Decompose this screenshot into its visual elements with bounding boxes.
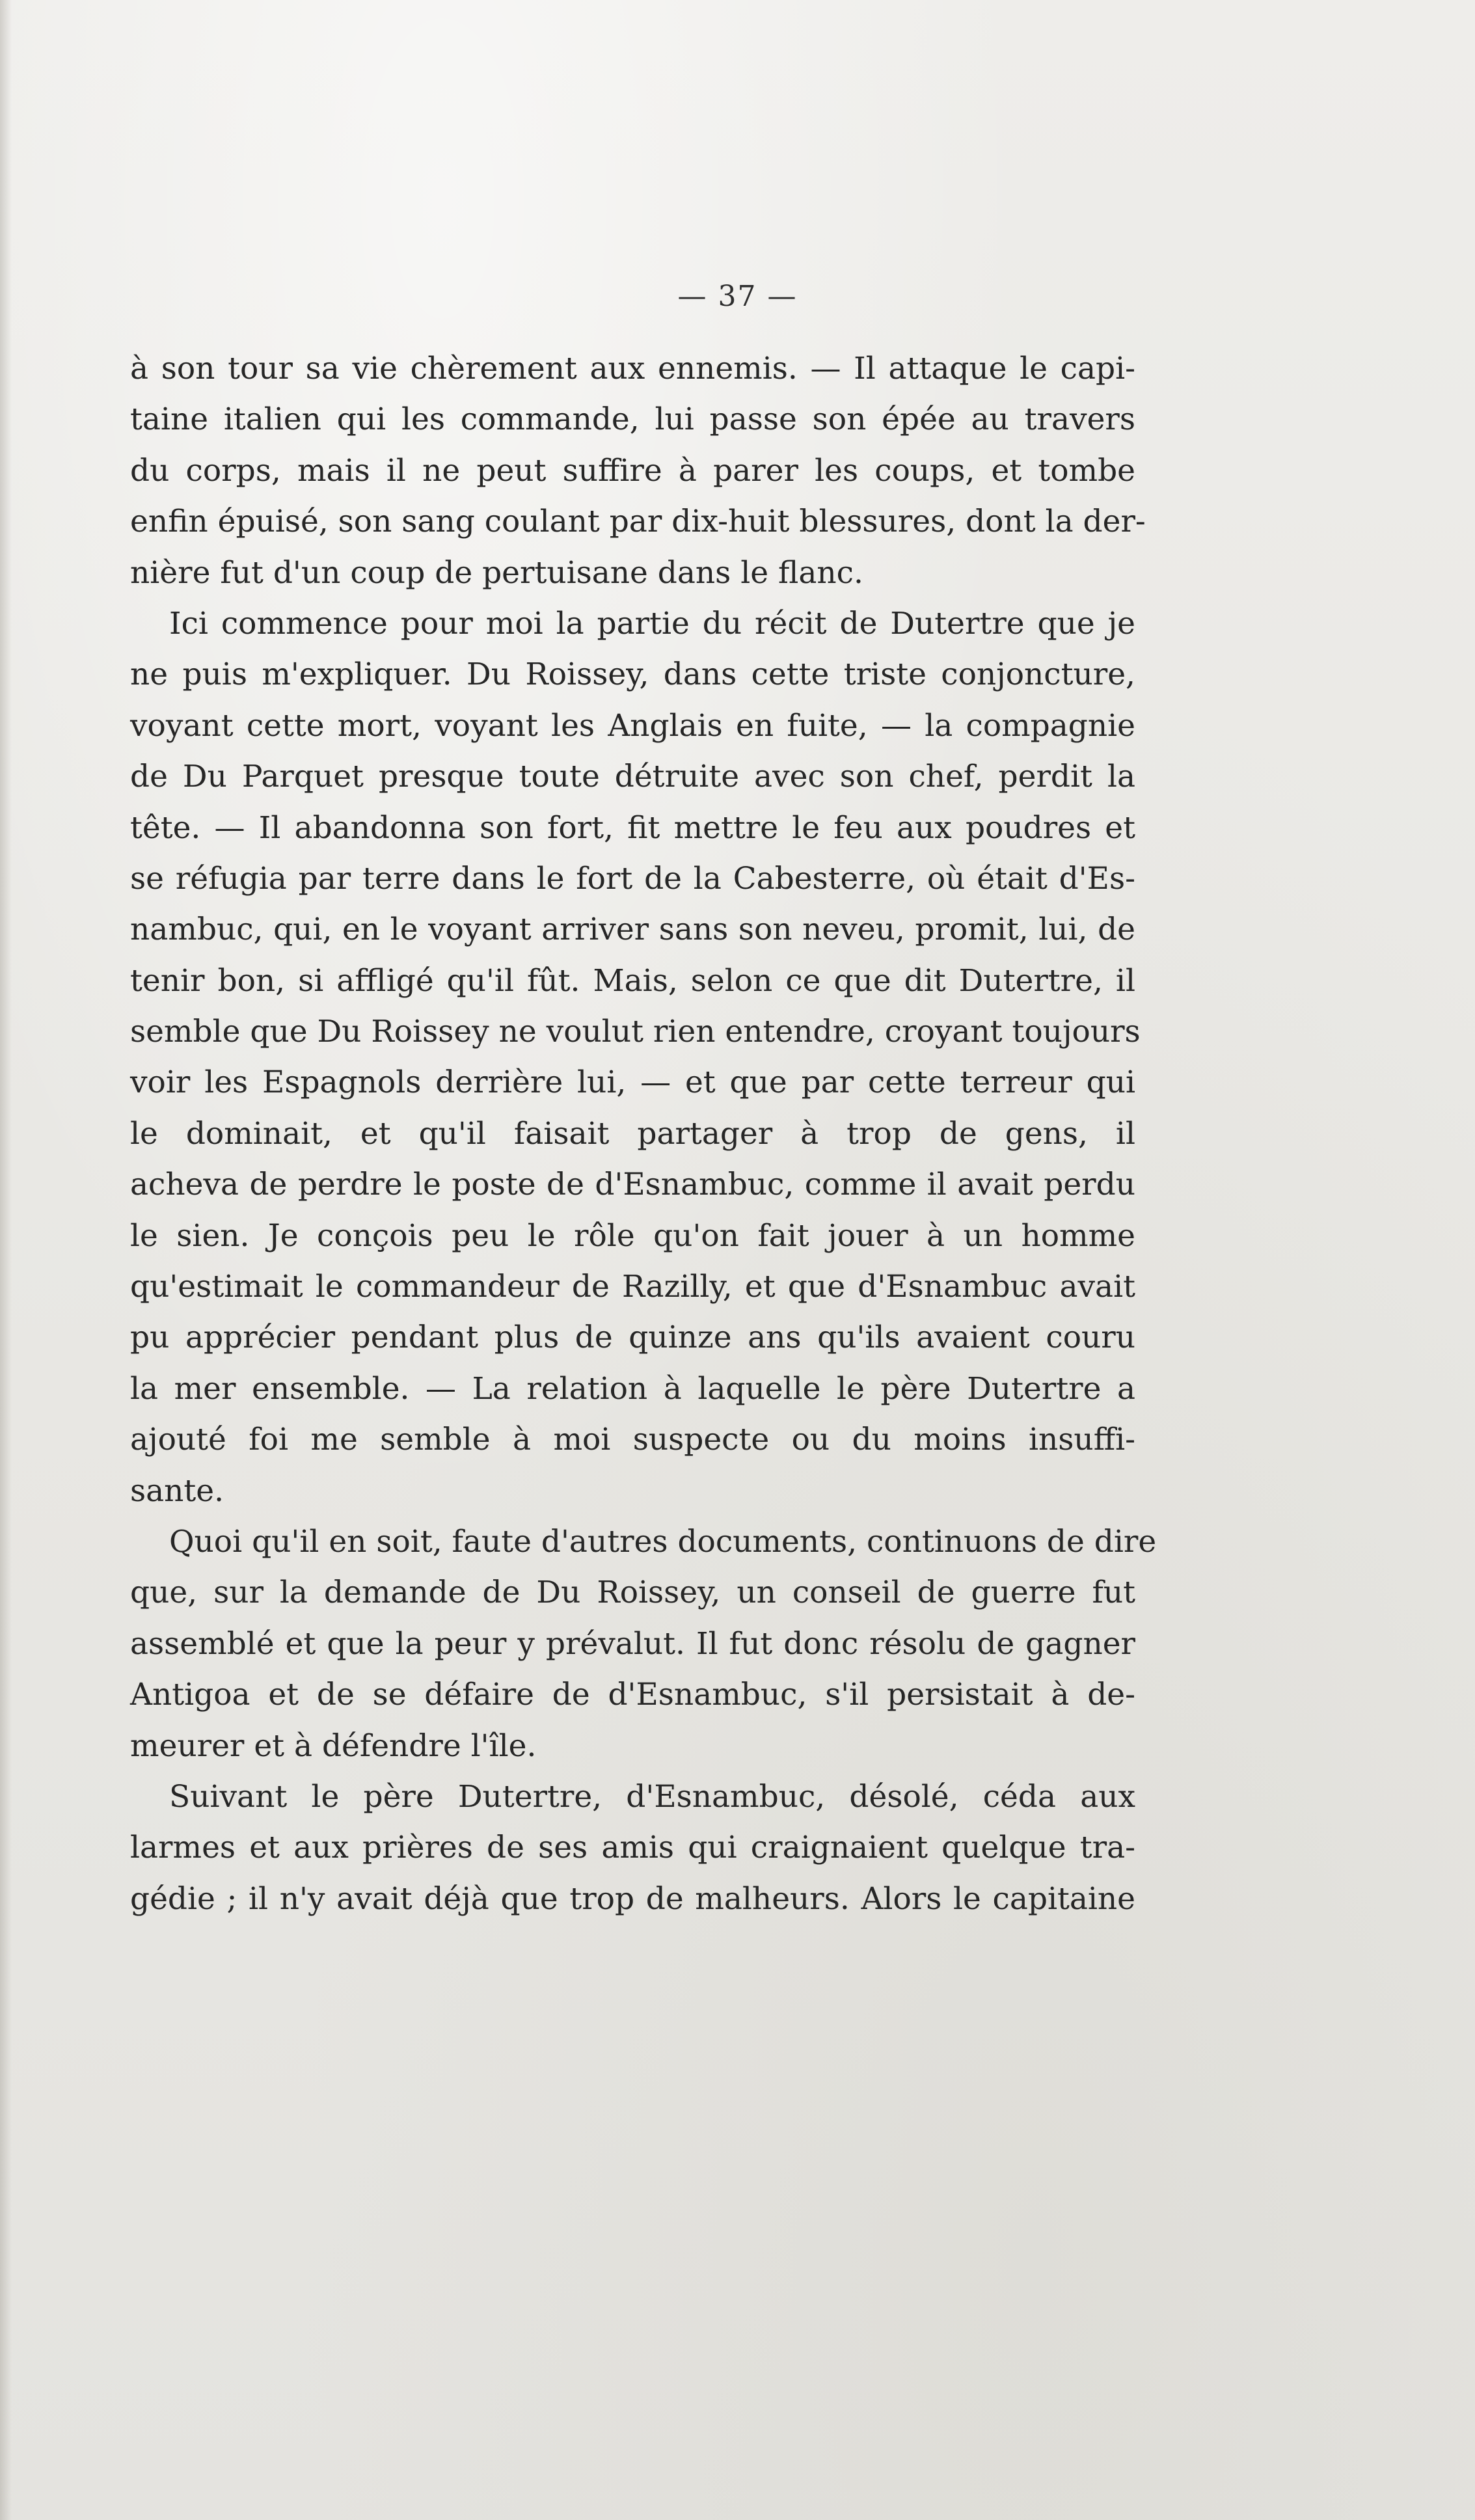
text-line: tenir bon, si affligé qu'il fût. Mais, selon ce que dit Dutertre, il <box>130 962 1135 999</box>
text-line: nambuc, qui, en le voyant arriver sans son neveu, promit, lui, de <box>130 912 1135 948</box>
text-line: enfin épuisé, son sang coulant par dix-huit blessures, dont la der- <box>130 504 1146 540</box>
text-line: nière fut d'un coup de pertuisane dans le flanc. <box>130 554 863 591</box>
page-number: — 37 — <box>677 280 798 313</box>
text-line: qu'estimait le commandeur de Razilly, et que d'Esnambuc avait <box>130 1269 1135 1305</box>
text-line: que, sur la demande de Du Roissey, un conseil de guerre fut <box>130 1575 1135 1611</box>
text-line: le dominait, et qu'il faisait partager à trop de gens, il <box>130 1115 1135 1152</box>
text-line: pu apprécier pendant plus de quinze ans qu'ils avaient couru <box>130 1320 1135 1356</box>
text-line: voyant cette mort, voyant les Anglais en fuite, — la compagnie <box>130 707 1135 744</box>
text-line: gédie ; il n'y avait déjà que trop de malheurs. Alors le capitaine <box>130 1880 1135 1917</box>
text-line: semble que Du Roissey ne voulut rien entendre, croyant toujours <box>130 1014 1141 1050</box>
text-line: sante. <box>130 1472 224 1509</box>
text-line: Ici commence pour moi la partie du récit de Dutertre que je <box>169 605 1135 642</box>
text-line: à son tour sa vie chèrement aux ennemis. — Il attaque le capi- <box>130 351 1135 386</box>
text-line: voir les Espagnols derrière lui, — et que par cette terreur qui <box>130 1064 1135 1101</box>
text-line: Antigoa et de se défaire de d'Esnambuc, s'il persistait à de- <box>130 1677 1135 1713</box>
text-line: de Du Parquet presque toute détruite avec son chef, perdit la <box>130 759 1135 795</box>
text-line: larmes et aux prières de ses amis qui craignaient quelque tra- <box>130 1830 1135 1866</box>
text-line: acheva de perdre le poste de d'Esnambuc, comme il avait perdu <box>130 1167 1135 1203</box>
text-line: Quoi qu'il en soit, faute d'autres documents, continuons de dire <box>169 1523 1157 1560</box>
text-line: ajouté foi me semble à moi suspecte ou du moins insuffi- <box>130 1422 1135 1458</box>
text-line: la mer ensemble. — La relation à laquelle le père Dutertre a <box>130 1370 1135 1407</box>
text-line: Suivant le père Dutertre, d'Esnambuc, désolé, céda aux <box>169 1778 1135 1815</box>
page-binding-edge <box>0 0 12 2520</box>
text-line: le sien. Je conçois peu le rôle qu'on fait jouer à un homme <box>130 1217 1135 1254</box>
text-line: tête. — Il abandonna son fort, fit mettre le feu aux poudres et <box>130 809 1135 846</box>
text-line: taine italien qui les commande, lui passe son épée au travers <box>130 401 1135 438</box>
text-line: assemblé et que la peur y prévalut. Il fut donc résolu de gagner <box>130 1625 1135 1662</box>
text-line: du corps, mais il ne peut suffire à parer les coups, et tombe <box>130 452 1135 489</box>
text-line: se réfugia par terre dans le fort de la Cabesterre, où était d'Es- <box>130 860 1135 897</box>
text-line: meurer et à défendre l'île. <box>130 1727 537 1764</box>
text-line: ne puis m'expliquer. Du Roissey, dans cette triste conjoncture, <box>130 657 1135 693</box>
body-text <box>130 344 1157 1925</box>
